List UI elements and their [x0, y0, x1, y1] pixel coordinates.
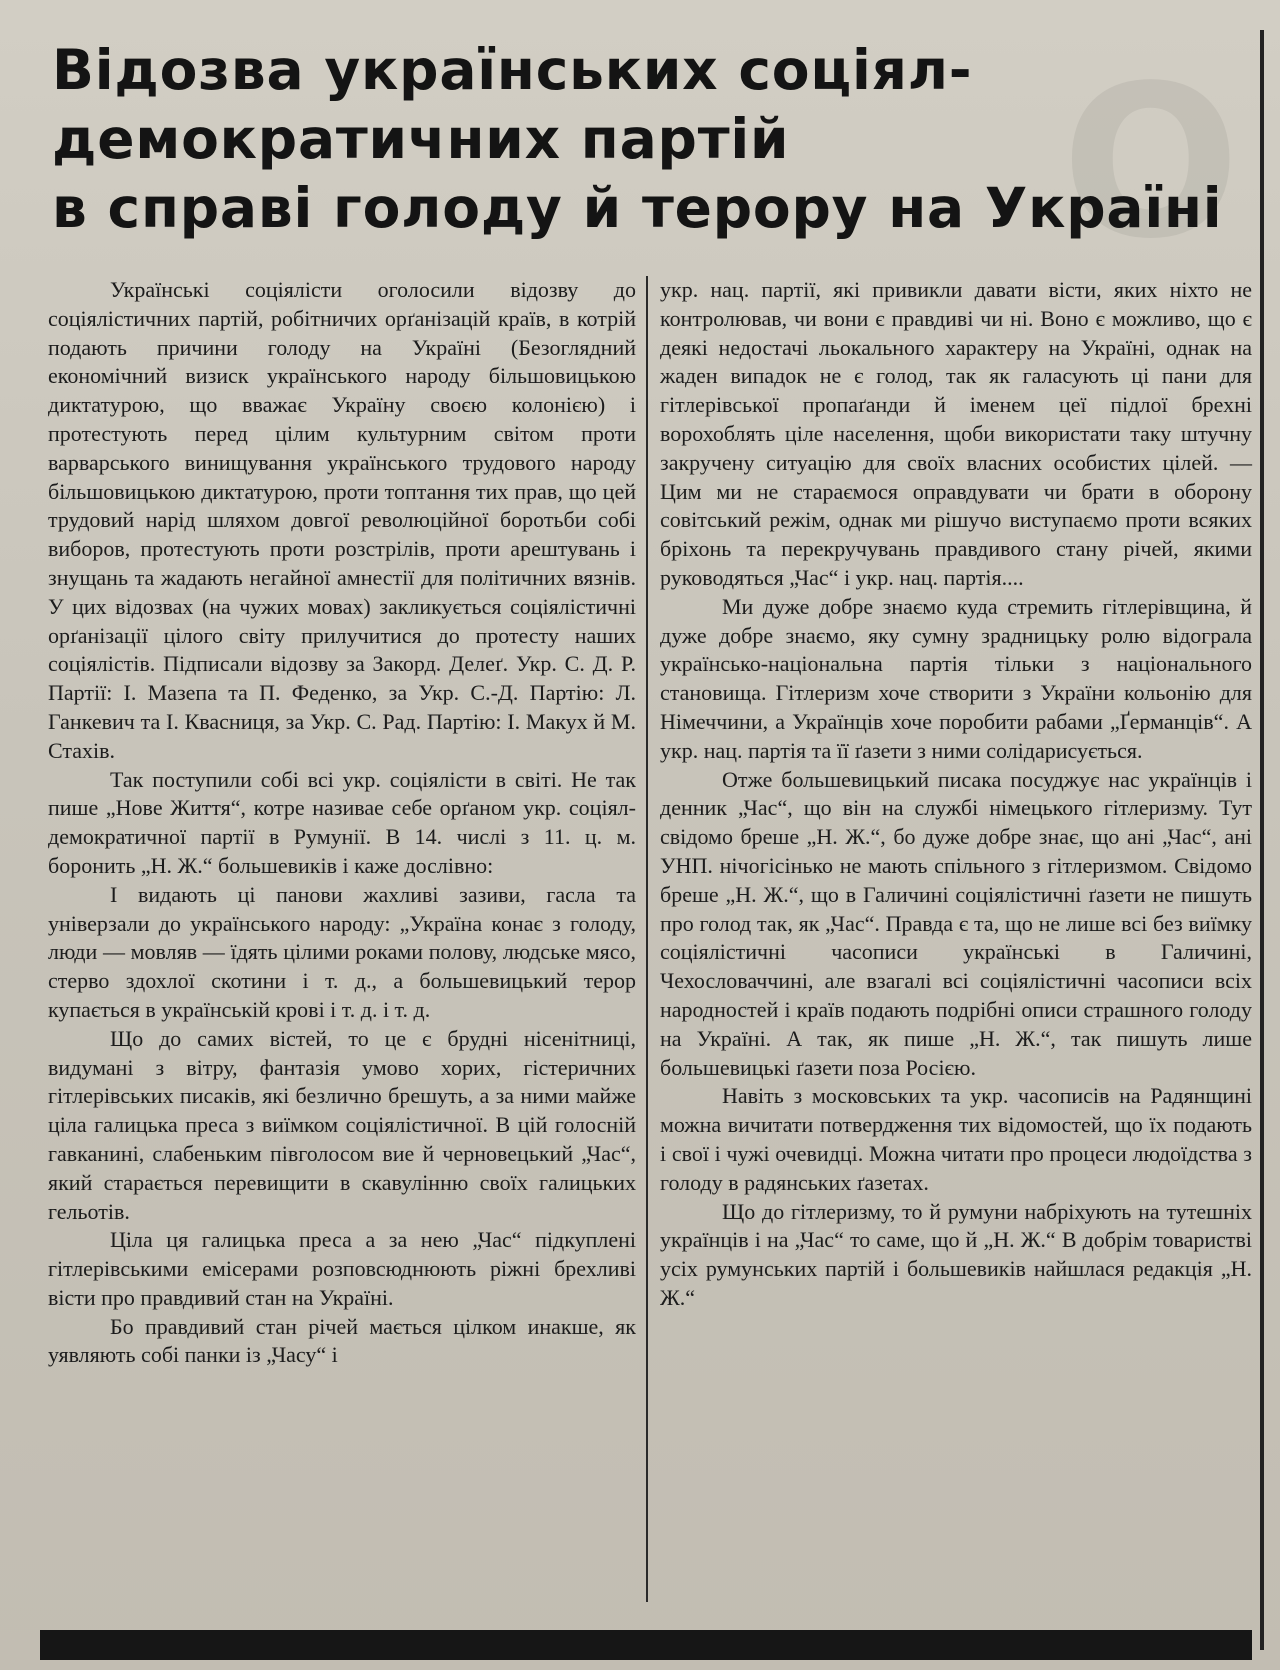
column-divider: [646, 276, 648, 1602]
left-column: [48, 276, 636, 1616]
headline-line-2: демократичних партій: [52, 107, 790, 171]
paragraph: Ціла ця галицька преса а за нею „Час“ підкуплені гітлерівськими емісерами розповсюднюють ріжні брехливі вісти про правдивий стан на Україні.: [48, 1227, 636, 1310]
faded-background-letter: О: [1061, 40, 1240, 285]
paragraph: І видають ці панови жахливі зазиви, гасла та універзали до українського народу: „Україна конає з голоду, люди — мовляв — їдять цілими роками полову, людське мясо, стерво здохлої скотини і т. д., а большевицький терор купається в українській крові і т. д. і т. д.: [48, 881, 636, 1022]
paragraph: Українські соціялісти оголосили відозву до соціялістичних партій, робітничих орґанізацій країв, в котрій подають причини голоду на Україні (Безоглядний економічний визиск українського народу більшовицькою диктатурою, що вважає Україну своєю колонією) і протестують перед цілим культурним світом проти варварського винищування українського трудового народу більшовицькою диктатурою, проти топтання тих прав, що цей трудовий нарід шляхом довгої революційної боротьби собі виборов, протестують проти розстрілів, проти арештувань і знущань та жадають негайної амнестії для політичних вязнів. У цих відозвах (на чужих мовах) закликується соціялістичні орґанізації цілого світу прилучитися до протесту наших соціялістів. Підписали відозву за Закорд. Делеґ. Укр. С. Д. Р. Партії: І. Мазепа та П. Феденко, за Укр. С.-Д. Партію: Л. Ганкевич та І. Квасниця, за Укр. С. Рад. Партію: І. Макух й М. Стахів.: [48, 277, 636, 763]
headline-line-3: в справі голоду й терору на Україні: [52, 176, 1223, 240]
bottom-border-bar: [40, 1630, 1252, 1660]
right-border-rule: [1260, 30, 1264, 1650]
paragraph: Отже большевицький писака посуджує нас українців і денник „Час“, що він на службі німецького гітлеризму. Тут свідомо бреше „Н. Ж.“, бо дуже добре знає, що ані „Час“, ані УНП. нічогісінько не мають спільного з гітлеризмом. Свідомо бреше „Н. Ж.“, що в Галичині соціялістичні ґазети не пишуть про голод так, як „Час“. Правда є та, що не лише всі без виїмку соціялістичні часописи українські в Галичині, Чехословаччині, але взагалі всі соціялістичні часописи всіх народностей і країв подають подрібні описи страшного голоду на Україні. А так, як пише „Н. Ж.“, так пишуть лише большевицькі ґазети поза Росією.: [660, 766, 1252, 1080]
headline-line-1: Відозва українських соціял-: [52, 38, 973, 102]
paragraph: Так поступили собі всі укр. соціялісти в світі. Не так пише „Нове Життя“, котре називае себе орґаном укр. соціял-демократичної партії в Румунії. В 14. числі з 11. ц. м. боронить „Н. Ж.“ большевиків і каже дослівно:: [48, 766, 636, 878]
paragraph-continued: укр. нац. партії, які привикли давати вісти, яких ніхто не контролював, чи вони є правдиві чи ні. Воно є можливо, що є деякі недостачі льокального характеру на Україні, однак на жаден випадок не є голод, так як галасують ці пани для гітлерівської пропаґанди й іменем цеї підлої брехні ворохоблять ціле населення, щоби використати таку штучну закручену ситуацію для своїх власних особистих цілей. — Цим ми не стараємося оправдувати чи брати в оборону совітський режім, однак ми рішучо виступаємо проти всяких бріхонь та перекручувань правдивого стану річей, якими руководяться „Час“ і укр. нац. партія....: [660, 277, 1252, 590]
paragraph: Ми дуже добре знаємо куда стремить гітлерівщина, й дуже добре знаємо, яку сумну зрадницьку ролю відограла українсько-національна партія тільки з національного становища. Гітлеризм хоче створити з України кольонію для Німеччини, а Українців хоче поробити рабами „Ґерманців“. А укр. нац. партія та її ґазети з ними солідарисується.: [660, 593, 1252, 763]
right-column: [660, 276, 1252, 1616]
article-headline: [52, 36, 1222, 243]
paragraph: Навіть з московських та укр. часописів на Радянщині можна вичитати потвердження тих відомостей, що їх подають і свої і чужі очевидці. Можна читати про процеси людоїдства з голоду в радянських ґазетах.: [660, 1083, 1252, 1195]
paragraph: Бо правдивий стан річей мається цілком инакше, як уявляють собі панки із „Часу“ і: [48, 1313, 636, 1368]
paragraph: Що до гітлеризму, то й румуни набріхують на тутешніх українців і на „Час“ то саме, що й „Н. Ж.“ В добрім товаристві усіх румунських партій і большевиків найшлася редакція „Н. Ж.“: [660, 1198, 1252, 1310]
paragraph: Що до самих вістей, то це є брудні нісенітниці, видумані з вітру, фантазія умово хорих, гістеричних гітлерівських писаків, які безлично брешуть, а за ними майже ціла галицька преса з виїмком соціялістичної. В цій голосній гавканині, слабеньким півголосом вие й черновецький „Час“, який старається перевищити в скавулінню своїх галицьких гельотів.: [48, 1025, 636, 1224]
